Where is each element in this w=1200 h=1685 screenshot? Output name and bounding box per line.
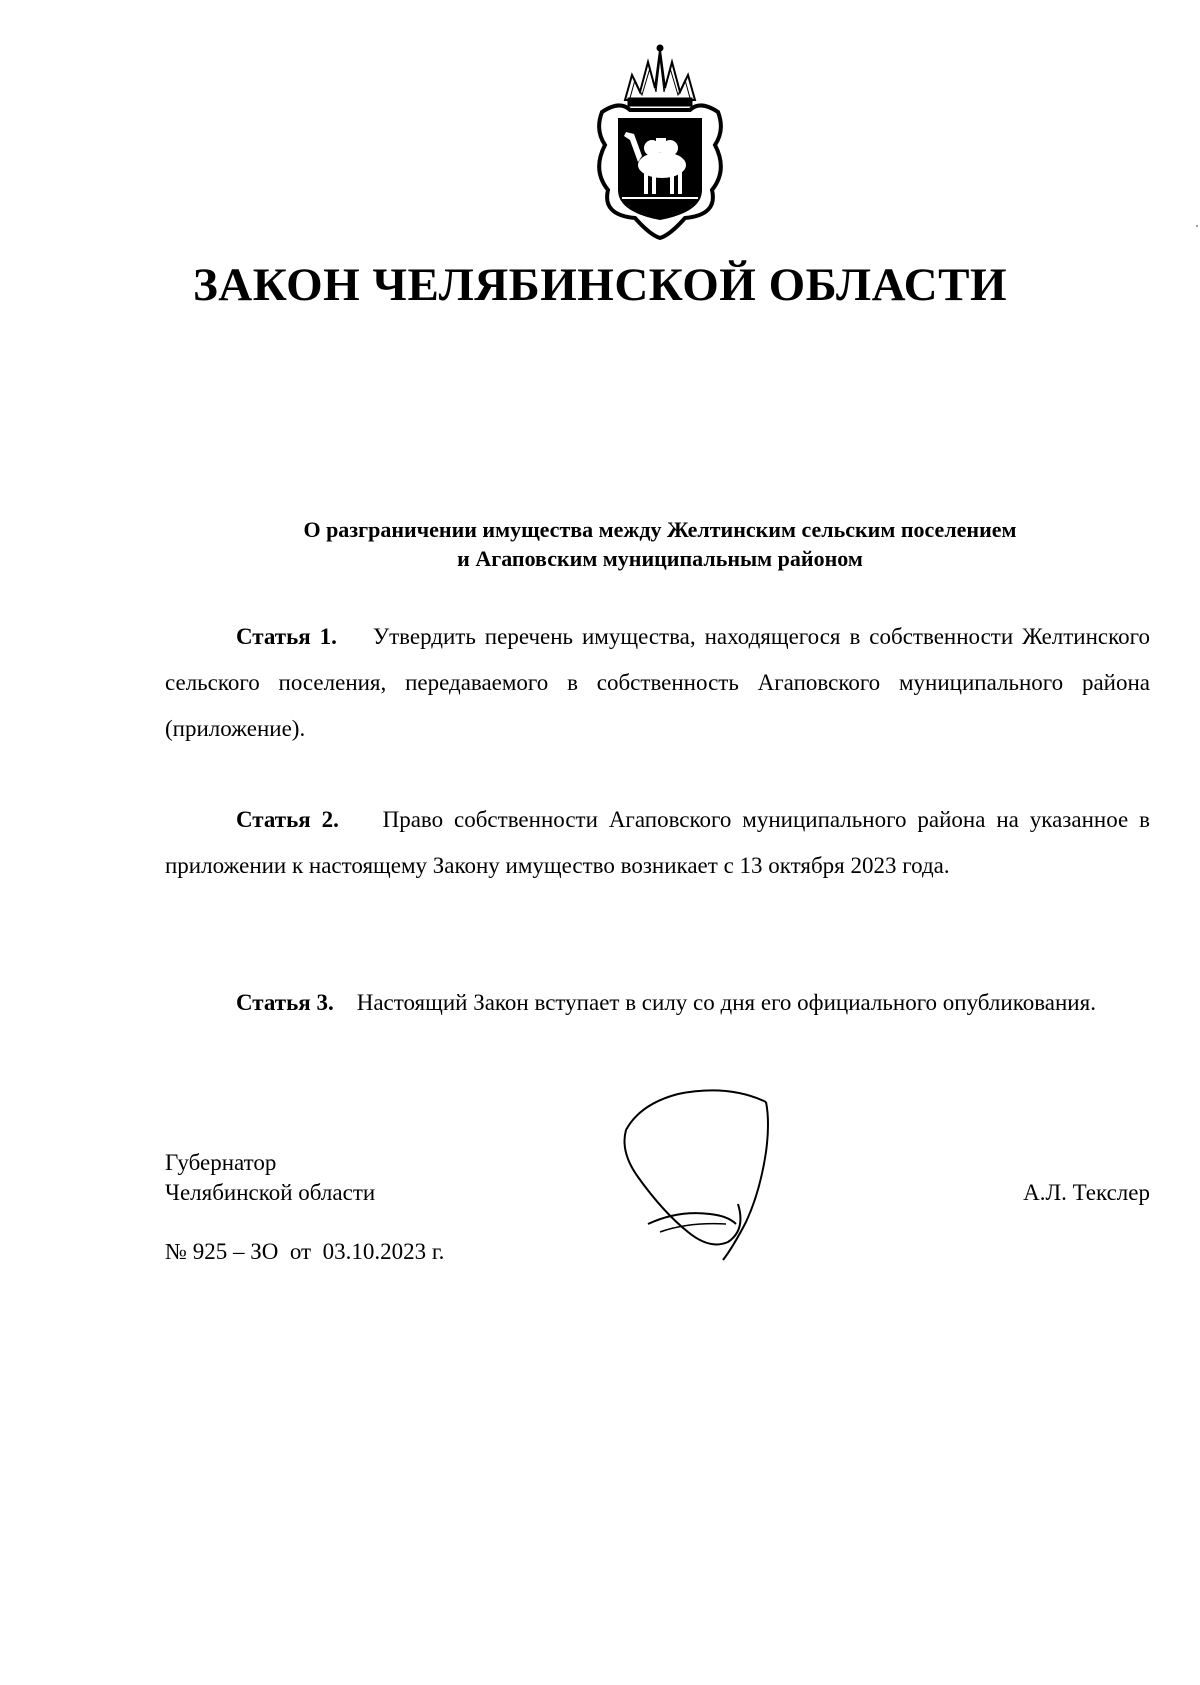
article-1-label: Статья 1. xyxy=(236,624,337,649)
subject-line-1: О разграничении имущества между Желтинским сельским поселением xyxy=(303,517,1017,542)
position-line-2: Челябинской области xyxy=(165,1180,376,1205)
article-3 xyxy=(165,980,1150,1026)
article-2 xyxy=(165,797,1150,889)
coat-of-arms-icon xyxy=(580,40,740,240)
article-2-text: Право собственности Агаповского муниципального района на указанное в приложении к настоящему Закону имущество возникает с 13 октября 2023 года. xyxy=(165,807,1150,878)
signatory-position xyxy=(165,1148,375,1208)
position-line-1: Губернатор xyxy=(165,1150,277,1175)
scan-artifact xyxy=(1196,225,1198,227)
law-title: ЗАКОН ЧЕЛЯБИНСКОЙ ОБЛАСТИ xyxy=(192,259,1008,311)
registration-number: № 925 – ЗО от 03.10.2023 г. xyxy=(165,1239,445,1264)
signer-name: А.Л. Текслер xyxy=(1023,1180,1150,1205)
law-subject xyxy=(165,515,1155,573)
article-1 xyxy=(165,614,1150,752)
article-2-label: Статья 2. xyxy=(236,807,339,832)
article-3-text: Настоящий Закон вступает в силу со дня его официального опубликования. xyxy=(356,990,1096,1015)
subject-line-2: и Агаповским муниципальным районом xyxy=(457,546,863,571)
article-1-text: Утвердить перечень имущества, находящегося в собственности Желтинского сельского поселения, передаваемого в собственность Агаповского муниципального района (приложение). xyxy=(165,624,1150,741)
article-3-label: Статья 3. xyxy=(236,990,334,1015)
signature-icon xyxy=(618,1082,788,1272)
